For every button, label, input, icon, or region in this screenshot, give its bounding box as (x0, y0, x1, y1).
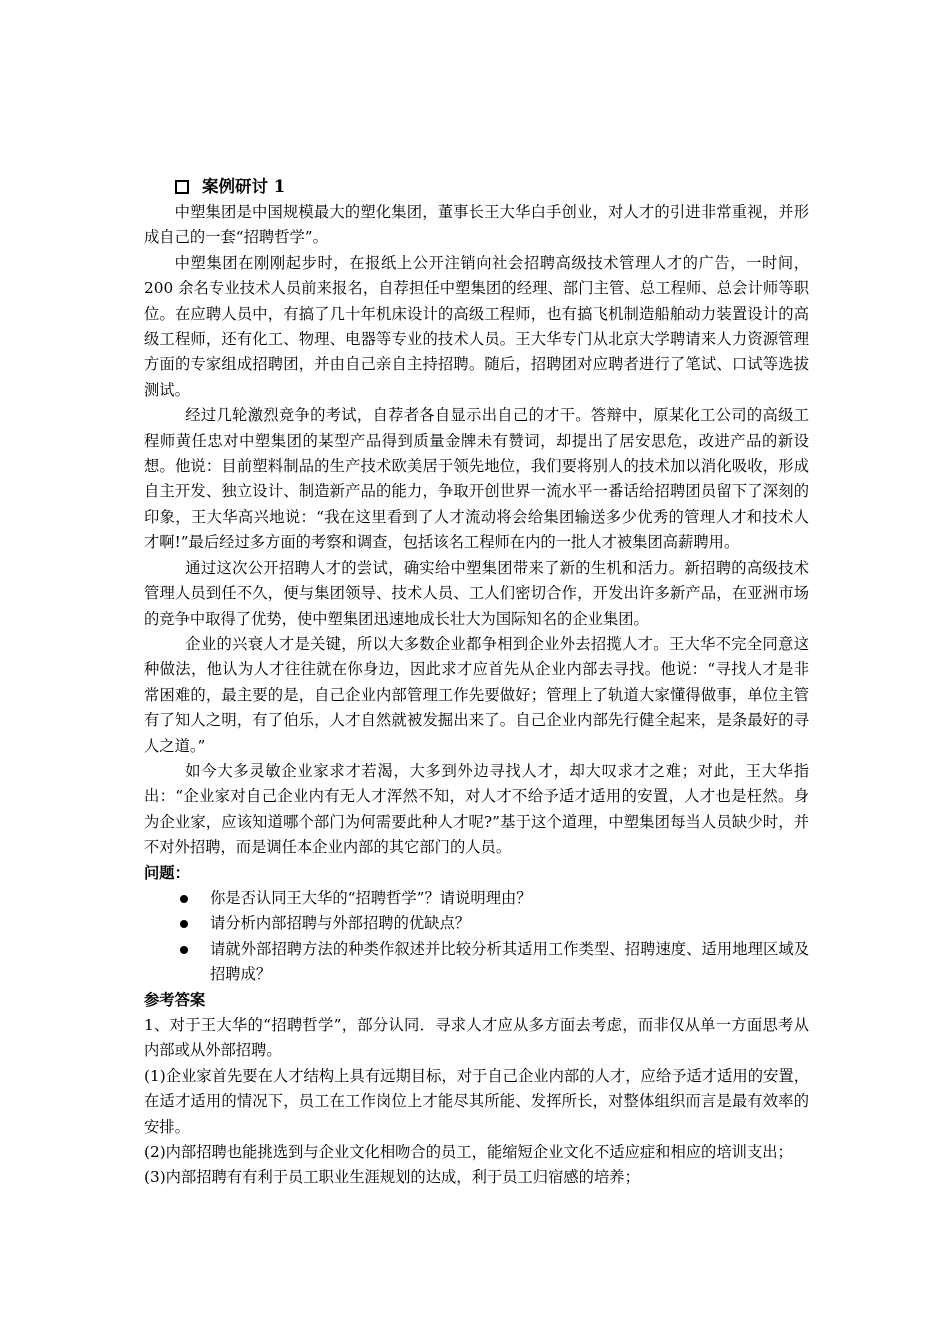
document-body (144, 174, 809, 1191)
answers-label: 参考答案 (144, 990, 206, 1009)
paragraph-intro: 中塑集团是中国规模最大的塑化集团，董事长王大华白手创业，对人才的引进非常重视，并形成自己的一套“招聘哲学”。 (144, 203, 809, 247)
paragraph-conclusion: 如今大多灵敏企业家求才若渴，大多到外边寻找人才，却大叹求才之难；对此，王大华指出：“企业家对自己企业内有无人才浑然不知，对人才不给予适才适用的安置，人才也是枉然。身为企业家，应该知道哪个部门为何需要此种人才呢?”基于这个道理，中塑集团每当人员缺少时，并不对外招聘，而是调任本企业内部的其它部门的人员。 (144, 761, 809, 857)
paragraph-competition: 经过几轮激烈竞争的考试，自荐者各自显示出自己的才干。答辩中，原某化工公司的高级工程师黄任忠对中塑集团的某型产品得到质量金牌未有赞词，却提出了居安思危，改进产品的新设想。他说：目前塑料制品的生产技术欧美居于领先地位，我们要将别人的技术加以消化吸收，形成自主开发、独立设计、制造新产品的能力，争取开创世界一流水平一番话给招聘团员留下了深刻的印象，王大华高兴地说：“我在这里看到了人才流动将会给集团输送多少优秀的管理人才和技术人才啊!”最后经过多方面的考察和调查，包括该名工程师在内的一批人才被集团高薪聘用。 (144, 406, 809, 552)
questions-list (144, 886, 809, 988)
case-heading (175, 174, 809, 200)
questions-label: 问题： (144, 863, 190, 882)
bullet-dot-icon (180, 895, 188, 903)
answer-paragraph: (2)内部招聘也能挑选到与企业文化相吻合的员工，能缩短企业文化不适应症和相应的培训支出； (144, 1143, 793, 1162)
case-heading-text: 案例研讨 1 (202, 177, 286, 196)
answer-paragraph: 1、对于王大华的“招聘哲学”，部分认同．寻求人才应从多方面去考虑，而非仅从单一方面思考从内部或从外部招聘。 (144, 1016, 809, 1060)
answer-paragraph: (1)企业家首先要在人才结构上具有远期目标，对于自己企业内部的人才，应给予适才适用的安置，在适才适用的情况下，员工在工作岗位上才能尽其所能、发挥所长，对整体组织而言是最有效率的安排。 (144, 1066, 809, 1136)
question-item (144, 937, 809, 988)
paragraph-results: 通过这次公开招聘人才的尝试，确实给中塑集团带来了新的生机和活力。新招聘的高级技术管理人员到任不久，便与集团领导、技术人员、工人们密切合作，开发出许多新产品，在亚洲市场的竞争中取得了优势，使中塑集团迅速地成长壮大为国际知名的企业集团。 (144, 558, 809, 628)
question-text: 请就外部招聘方法的种类作叙述并比较分析其适用工作类型、招聘速度、适用地理区域及招聘成？ (210, 939, 809, 984)
answer-paragraph: (3)内部招聘有有利于员工职业生涯规划的达成，利于员工归宿感的培养； (144, 1168, 640, 1187)
bullet-dot-icon (180, 946, 188, 954)
question-item (144, 911, 809, 936)
question-item (144, 886, 809, 911)
paragraph-recruitment-ad: 中塑集团在刚刚起步时，在报纸上公开注销向社会招聘高级技术管理人才的广告，一时间，200 余名专业技术人员前来报名，自荐担任中塑集团的经理、部门主管、总工程师、总会计师等职位。在应聘人员中，有搞了几十年机床设计的高级工程师，也有搞飞机制造船舶动力装置设计的高级工程师，还有化工、物理、电器等专业的技术人员。王大华专门从北京大学聘请来人力资源管理方面的专家组成招聘团，并由自己亲自主持招聘。随后，招聘团对应聘者进行了笔试、口试等选拔测试。 (144, 253, 809, 399)
square-bullet-icon (175, 180, 189, 194)
bullet-dot-icon (180, 920, 188, 928)
paragraph-internal-talent: 企业的兴衰人才是关键，所以大多数企业都争相到企业外去招揽人才。王大华不完全同意这种做法，他认为人才往往就在你身边，因此求才应首先从企业内部去寻找。他说：“寻找人才是非常困难的，最主要的是，自己企业内部管理工作先要做好；管理上了轨道大家懂得做事，单位主管有了知人之明，有了伯乐，人才自然就被发掘出来了。自己企业内部先行健全起来，是条最好的寻人之道。” (144, 634, 809, 755)
question-text: 你是否认同王大华的“招聘哲学”？请说明理由？ (210, 888, 532, 907)
question-text: 请分析内部招聘与外部招聘的优缺点？ (210, 914, 471, 933)
